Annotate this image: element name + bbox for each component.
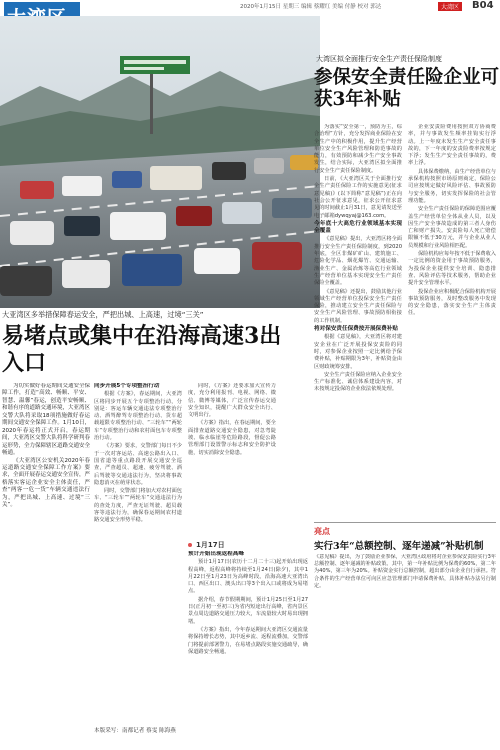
- paragraph: 预计1月17日(农历十二月二十三)起开始出现返程高峰，返程高峰将持续至1月24日(除夕)，其中1月22日至1月23日为高峰时段。沿海高速大亚湾出口、西区出口、澳头出口等3个出入口或将成为易堵点。: [188, 559, 308, 595]
- paragraph: 具体保费缴纳，由生产经营单位与承保机构按照市场原则商定，保险公司应按规定做好风险评估、事故预防与安全服务，切实发挥保险的社会管理功能。: [408, 168, 496, 204]
- paragraph: 据介绍，春节假期期间，预计1月25日至1月27日(正月初一至初三)为省内短途出行高峰，省内景区景点周边道路交通压力较大，车流量较大时易出现拥堵。: [188, 596, 308, 625]
- spotlight-title: 实行3年“总额控制、逐年递减”补贴机制: [314, 541, 484, 552]
- paragraph: 同时，《方案》还要求加大宣传力度，充分利用报刊、电视、网络、微信、微博等媒体，广泛宣传春运交通安全知识，提醒广大群众安全出行、文明出行。: [188, 383, 276, 419]
- spotlight-label: 亮点: [314, 527, 330, 536]
- left-article-lead: [2, 383, 90, 738]
- paragraph: 为切实做好春运期间交通安全保障工作，打造“高效、畅顺、平安、智慧、温馨”春运，创造平安畅顺、和谐有序的道路交通环境，大亚湾区交警大队将采取18项措施做好春运期间交通安全保障工作。1月10日，2020年春运将正式开启，春运期间，大亚湾区交警大队将科学研判春运形势，全力保障辖区道路交通安全畅通。: [2, 383, 90, 457]
- paragraph: 《方案》指出，在春运期间，要全面排查道路交通安全隐患，对急弯陡坡、临水临崖等危险路段，督促公路管理部门设置警示标志和安全防护设施，切实消除安全隐患。: [188, 420, 276, 456]
- paragraph: 根据《方案》，春运期间，大亚湾区将同步开展五个专项整治行动，分别是：客运车辆交通违法专项整治行动、酒驾醉驾专项整治行动、货车超载超限专项整治行动、“三轮车”“两轮车”专项整治行动和农村面包车专项整治行动。: [94, 391, 182, 442]
- paragraph: 《意见稿》还提出，鼓励其他行业领域生产经营单位投保安全生产责任保险，推动建立安全生产责任保险与安全生产风险管理、事故预防相衔接的工作机制。: [314, 288, 402, 324]
- right-article-kicker: 大湾区拟全面推行安全生产责任保险制度: [316, 55, 442, 63]
- right-subheading-1: 今年底十大高危行业领域基本实现全覆盖: [314, 220, 402, 235]
- paragraph: 《意见稿》提出，大亚湾区将全面推行安全生产责任保险制度，到2020年底，全区非煤矿矿山、建筑施工、危险化学品、烟花爆竹、交通运输、渔业生产、金属冶炼等高危行业领域生产经营单位基本实现安全生产责任保险全覆盖。: [314, 236, 402, 287]
- spotlight-box: [314, 526, 496, 634]
- paragraph: 《方案》要求，交警部门每日不少于一次对客运站、高速公路出入口、国省道等重点路段开展交通安全巡查，严查超员、超速、疲劳驾驶、酒后驾驶等交通违法行为，坚决将事故隐患消灭在萌芽状态。: [94, 443, 182, 486]
- paragraph: 日前，《大亚湾区关于全面推行安全生产责任保险工作的实施意见(征求意见稿)》(以下简称“意见稿”)正在向社会公开征求意见，征求公开征求意见的时间截止1月31日，意见请发送至电子邮箱dywqyaj@163.com。: [314, 176, 402, 219]
- left-subheading-a: 同步开展5个专项整治行动: [94, 383, 160, 389]
- byline: 本版采写：南都记者 蔡雯 陈海燕: [94, 728, 176, 734]
- highway-traffic-photo: [0, 16, 320, 308]
- left-article-header: [2, 309, 300, 377]
- right-article-column-1: [314, 124, 402, 519]
- left-article-column-c: [188, 551, 308, 723]
- date-dot-icon: [188, 543, 192, 547]
- paragraph: 投保企业应积极配合保险机构开展事故预防服务，及时整改服务中发现的安全隐患，落实安全生产主体责任。: [408, 288, 496, 317]
- date-text: 1月17日: [196, 541, 225, 549]
- paragraph: 同时，交警部门将加大对农村面包车、“三轮车”“两轮车”交通违法行为的查处力度，严查无证驾驶、超员载客等违法行为，确保春运期间农村道路交通安全形势平稳。: [94, 488, 182, 524]
- section-tag: 大湾区: [438, 2, 462, 11]
- paragraph: 为落实“安全第一，预防为主，综合治理”方针，充分发挥商业保险在安全生产中的积极作用，提升生产经营单位安全生产风险管理和防范事故的能力，有效预防和减少生产安全事故发生，结合实际，大亚湾区拟全面推行安全生产责任保险制度。: [314, 124, 402, 174]
- right-article-header: [314, 54, 500, 111]
- right-article-headline: 参保安全责任险企业可获3年补贴: [314, 67, 500, 110]
- paragraph: 保险机构应每年按不低于保费收入一定比例的资金用于事故预防服务，为投保企业提供安全培训、隐患排查、风险评估等技术服务，帮助企业提升安全管理水平。: [408, 251, 496, 287]
- left-article-column-b: [188, 383, 276, 535]
- page-number: B04: [472, 0, 494, 11]
- paragraph: 安全生产责任保险的保障范围应覆盖生产经营单位全体从业人员，以及因生产安全事故造成的第三者人身伤亡和财产损失。安责险每人死亡赔偿限额不低于30万元，并与企业从业人员规模和行业风险相匹配。: [408, 206, 496, 249]
- right-subheading-2: 将对保安责任保费按开展保费补贴: [314, 326, 398, 333]
- right-article-column-2: [408, 124, 496, 519]
- spotlight-divider: [314, 522, 496, 523]
- paragraph: 根据《意见稿》，大亚湾区将对建安企业在广泛开展投保安责险的同时，对参保企业按照一定比例给予保费补贴，补贴期限为3年，补贴资金由区财政统筹安排。: [314, 334, 402, 370]
- issue-info: 2020年1月15日 星期三 编辑 蔡耀红 美编 付静 校对 郭达: [240, 4, 382, 10]
- paragraph: 安全生产责任保险应纳入企业安全生产标准化、诚信体系建设内容，对未按规定投保的企业依法依规处理。: [314, 371, 402, 393]
- paragraph: 企业安责险费用按照双方协商费率，并与事故发生频率挂钩实行浮动。上一年度未发生生产安全责任事故的，下一年度的安责险费率按规定下浮；发生生产安全责任事故的，费率上浮。: [408, 124, 496, 167]
- date-marker: [188, 540, 225, 550]
- left-article-headline: 易堵点或集中在沿海高速3出入口: [2, 323, 282, 376]
- paragraph: 《大亚湾区公安机关2020年春运道路交通安全保障工作方案》要求，全面开展春运交通安全宣传，严格落实客运企业安全主体责任，严查“两客一危一货”车辆交通违法行为，严把出城、上高速、过境“三关”。: [2, 457, 90, 509]
- spotlight-body: 《意见稿》提出，为了鼓励企业参保，大亚湾区政府将对企业参保安责险实行3年总额控制、逐年递减的补贴政策。其中，第一年补贴比例为保费的60%，第二年为40%，第三年为20%。补贴资金实行总额控制，超出部分由企业自行承担。符合条件的生产经营单位可向区应急管理部门申请保费补贴，具体补贴办法另行制定。: [314, 554, 496, 589]
- left-article-column-a: [94, 383, 182, 723]
- left-subheading-c: 预计开始出现返程高峰: [188, 551, 244, 557]
- left-article-kicker: 大亚湾区多举措保障春运安全，严把出城、上高速，过境“三关”: [2, 310, 204, 319]
- traffic-photo-illustration: [0, 16, 320, 308]
- paragraph: 《方案》指出，今年春运期间大亚湾区交通流量将保持增长态势，其中返乡流、返程流叠加，交警部门将提前部署警力，在易堵点路段实施交通疏导，确保道路安全畅通。: [188, 626, 308, 655]
